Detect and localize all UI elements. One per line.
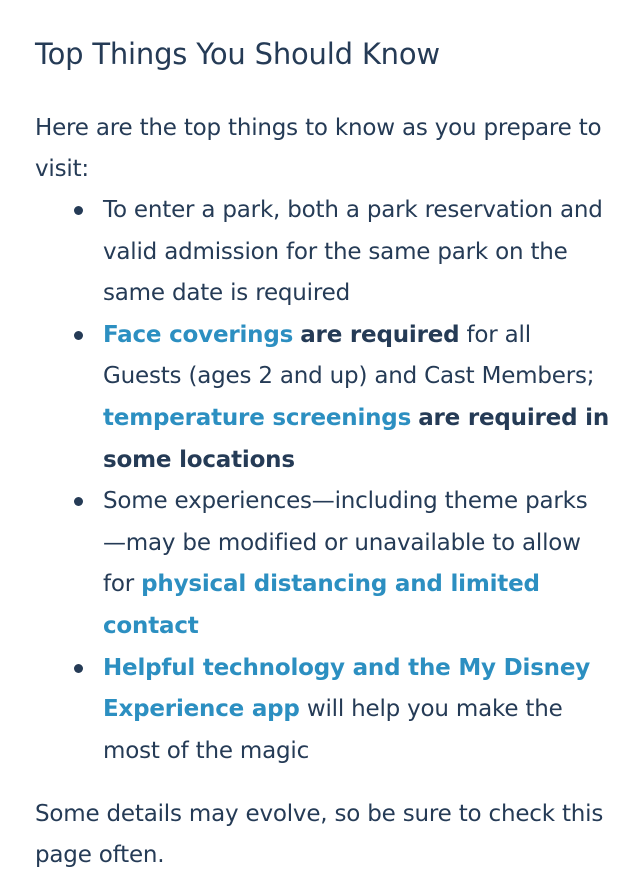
experiences-text: Some experiences—including theme parks—may be modified or unavailable to allow for <box>103 488 588 598</box>
face-coverings-required-text: are required <box>300 321 460 348</box>
page-title: Top Things You Should Know <box>35 37 440 71</box>
face-coverings-detail-text: for all Guests (ages 2 and up) and Cast Members; <box>103 321 595 390</box>
bullet-dot-icon <box>74 206 83 215</box>
bullet-dot-icon <box>74 331 83 340</box>
bullet-dot-icon <box>74 664 83 673</box>
reservation-text: To enter a park, both a park reservation and valid admission for the same park on the same date is required <box>103 197 603 307</box>
key-points-list <box>35 190 610 772</box>
footer-note: Some details may evolve, so be sure to check this page often. <box>35 801 604 869</box>
technology-text: will help you make the most of the magic <box>103 696 563 764</box>
list-item-technology <box>103 648 610 773</box>
physical-distancing-link[interactable]: physical distancing and limited contact <box>103 571 540 639</box>
bullet-dot-icon <box>74 497 83 506</box>
helpful-technology-link[interactable]: Helpful technology and the My Disney Experience app <box>103 654 591 723</box>
temperature-screenings-required-text: are required in some locations <box>103 404 609 473</box>
list-item-face-coverings <box>103 315 610 481</box>
list-item-reservation <box>103 190 610 315</box>
intro-text: Here are the top things to know as you prepare to visit: <box>35 115 602 182</box>
face-coverings-link[interactable]: Face coverings <box>103 321 294 348</box>
temperature-screenings-link[interactable]: temperature screenings <box>103 404 412 431</box>
list-item-experiences <box>103 481 610 647</box>
